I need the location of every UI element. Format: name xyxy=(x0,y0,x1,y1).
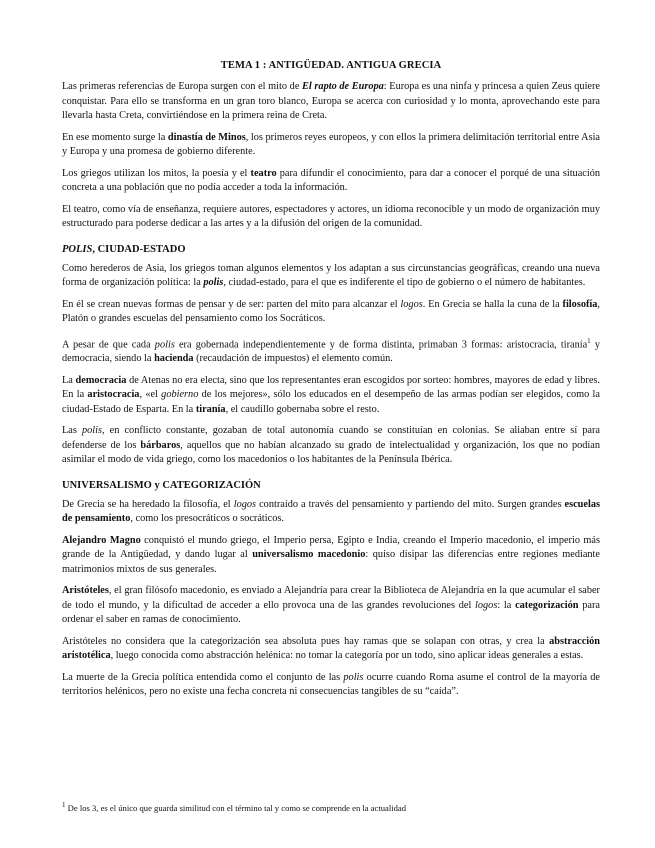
document-body xyxy=(62,80,600,700)
text-run: abstracción aristotélica xyxy=(62,635,600,662)
paragraph xyxy=(62,298,600,327)
paragraph xyxy=(62,334,600,367)
text-run: polis xyxy=(203,277,224,288)
text-run: escuelas de pensamiento xyxy=(62,498,600,525)
text-run: : Europa es una ninfa y princesa a quien Zeus quiere conquistar. Para ello se transforma en un gran toro blanco, Europa se acerca con curiosidad y lo monta, aprovechando este para llevarla hasta Creta, convirtiéndose en la primera reina de Creta. xyxy=(62,81,601,121)
footnote xyxy=(62,800,600,814)
text-run: contraído a través del pensamiento y partiendo del mito. Surgen grandes xyxy=(256,498,565,510)
paragraph xyxy=(62,374,600,418)
text-run: , el caudillo gobernaba sobre el resto. xyxy=(225,403,380,415)
text-run: de Atenas no era electa, sino que los representantes eran escogidos por sorteo: hombres, mayores de edad y libres. En la xyxy=(62,374,600,401)
text-run: POLIS xyxy=(62,243,93,255)
text-run: El teatro, como vía de enseñanza, requiere autores, espectadores y actores, un idioma reconocible y un modo de organización muy estructurado para poderse dedicar a las artes y a la difusión del origen de la comunidad. xyxy=(62,203,600,229)
text-run: era gobernada independientemente y de forma distinta, primaban 3 formas: aristocracia, tiranía xyxy=(174,338,588,350)
text-run: bárbaros xyxy=(140,439,181,451)
text-run: Las primeras referencias de Europa surgen con el mito de xyxy=(62,81,303,92)
text-run: teatro xyxy=(250,167,277,179)
text-run: Aristóteles xyxy=(62,585,109,597)
text-run: De Grecia se ha heredado la filosofía, el xyxy=(62,498,234,510)
footnote-marker: 1 xyxy=(587,336,591,345)
text-run: filosofía xyxy=(562,298,598,310)
text-run: . En Grecia se halla la cuna de la xyxy=(422,298,563,310)
text-run: de los mejores», sólo los educados en el desempeño de las armas podían ser elegidos, como la ciudad-Estado de Esparta. En la xyxy=(62,389,600,415)
paragraph xyxy=(62,262,600,291)
text-run: , «el xyxy=(139,389,162,401)
text-run: , aquellos que no habían alcanzado su grado de intelectualidad y organización, los que no podían asimilar el modo de vida griego, como los macedonios o los habitantes de la Península Ibérica. xyxy=(62,439,600,466)
text-run: democracia xyxy=(75,374,127,386)
text-run: Los griegos utilizan los mitos, la poesía y el xyxy=(62,167,251,179)
text-run: , luego conocida como abstracción helénica: no tomar la categoría por un todo, sino aplicar ideas generales a estas. xyxy=(110,650,584,662)
paragraph xyxy=(62,80,600,124)
text-run: En él se crean nuevas formas de pensar y de ser: parten del mito para alcanzar el xyxy=(62,298,401,310)
text-run: para ordenar el saber en ramas de conocimiento. xyxy=(62,599,600,626)
text-run: , como los presocráticos o socráticos. xyxy=(130,513,284,525)
paragraph xyxy=(62,534,600,578)
text-run: polis xyxy=(81,425,102,437)
text-run: y democracia, siendo la xyxy=(62,338,600,365)
text-run: La xyxy=(62,374,76,386)
paragraph xyxy=(62,167,600,196)
text-run: , en conflicto constante, gozaban de total autonomía cuando se constituían en colonias. Se aliaban entre sí para defenderse de los xyxy=(62,425,600,451)
paragraph xyxy=(62,203,600,232)
document-title: TEMA 1 : ANTIGÜEDAD. ANTIGUA GRECIA xyxy=(220,60,442,71)
text-run: aristocracia xyxy=(87,389,140,401)
text-run: Las xyxy=(62,425,82,437)
text-run: Alejandro Magno xyxy=(62,534,141,546)
text-run: tiranía xyxy=(195,403,226,415)
text-run: polis xyxy=(154,338,175,350)
section-heading xyxy=(62,244,600,255)
text-run: , los primeros reyes europeos, y con ellos la primera delimitación territorial entre Asia y Europa y una promesa de gobierno diferente. xyxy=(62,131,601,157)
text-run: , el gran filósofo macedonio, es enviado a Alejandría para crear la Biblioteca de Alejandría en la que acumular el saber de todo el mundo, y la dificultad de acceder a ello provoca una de las grandes revoluciones del xyxy=(62,585,600,611)
paragraph xyxy=(62,584,600,628)
text-run: para difundir el conocimiento, para dar a conocer el porqué de una situación concreta a una población que no podía acceder a toda la información. xyxy=(62,167,600,193)
text-run: : quiso disipar las diferencias entre regiones mediante matrimonios mixtos de sus generales. xyxy=(62,549,600,575)
text-run: hacienda xyxy=(154,353,194,365)
text-run: , CIUDAD-ESTADO xyxy=(92,243,186,255)
text-run: En ese momento surge la xyxy=(62,131,168,143)
text-run: La muerte de la Grecia política entendida como el conjunto de las xyxy=(62,671,344,683)
text-run: polis xyxy=(343,671,364,683)
paragraph xyxy=(62,131,600,160)
text-run: logos xyxy=(475,599,498,611)
text-run: logos xyxy=(233,498,257,510)
text-run: A pesar de que cada xyxy=(62,338,155,350)
paragraph xyxy=(62,498,600,527)
paragraph xyxy=(62,671,600,700)
text-run: gobierno xyxy=(161,389,199,401)
text-run: De los 3, es el único que guarda similitud con el término tal y como se comprende en la actualidad xyxy=(65,802,407,813)
text-run: universalismo macedonio xyxy=(252,549,366,561)
section-heading xyxy=(62,480,600,491)
text-run: (recaudación de impuestos) el elemento común. xyxy=(193,353,393,365)
document-page xyxy=(62,60,600,707)
text-run: dinastía de Minos xyxy=(167,131,246,143)
paragraph xyxy=(62,424,600,468)
text-run: , ciudad-estado, para el que es indiferente el tipo de gobierno o el número de habitantes. xyxy=(223,277,586,288)
text-run: Aristóteles no considera que la categorización sea absoluta pues hay ramas que se solapan con otras, y crea la xyxy=(62,635,550,647)
text-run: logos xyxy=(400,298,423,310)
text-run: Como herederos de Asia, los griegos toman algunos elementos y los adaptan a sus circunstancias geográficas, creando una nueva forma de organización política: la xyxy=(62,262,600,288)
text-run: : la xyxy=(497,599,516,611)
text-run: El rapto de Europa xyxy=(302,81,384,92)
text-run: UNIVERSALISMO y CATEGORIZACIÓN xyxy=(62,479,261,491)
text-run: , Platón o grandes escuelas del pensamiento como los Socráticos. xyxy=(62,298,600,324)
text-run: ocurre cuando Roma asume el control de la mayoría de territorios helénicos, pero no existe una fecha concreta ni consecuencias tangibles de su “caída”. xyxy=(62,671,601,698)
footnote-marker: 1 xyxy=(62,801,66,809)
paragraph xyxy=(62,635,600,664)
text-run: conquistó el mundo griego, el Imperio persa, Egipto e India, creando el Imperio macedonio, el imperio más grande de la Antigüedad, y dando lugar al xyxy=(62,534,600,561)
text-run: categorización xyxy=(515,599,579,611)
